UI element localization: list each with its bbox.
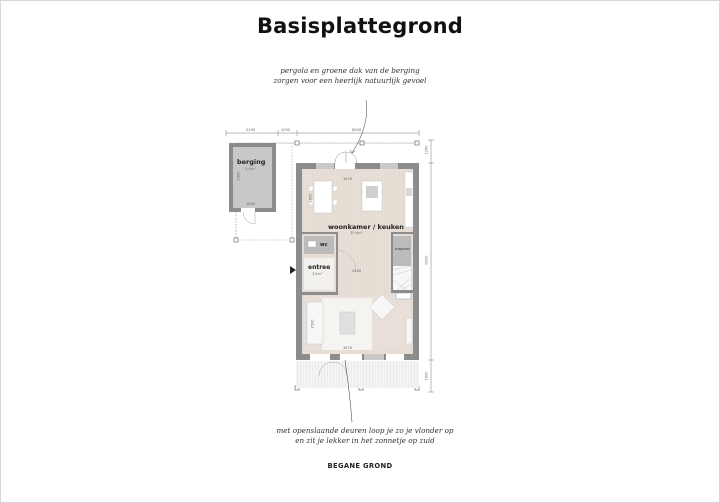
room-label-trapkast: trapkast: [395, 247, 410, 251]
dimension-label: 1500: [424, 371, 429, 381]
room-label-wc: wc: [320, 242, 328, 248]
room-area-entree: 3,6m²: [312, 272, 323, 276]
dimension-label: 2400: [352, 269, 362, 273]
room-area-woonkamer: 39,6m²: [350, 231, 363, 235]
stairs: [393, 236, 411, 290]
page-title: Basisplattegrond: [256, 14, 464, 38]
dimension-label: 1250: [424, 145, 429, 155]
dimension-label: 3470: [343, 346, 353, 350]
dimension-label: 1800: [246, 202, 256, 206]
dimension-label: 2500: [236, 171, 241, 181]
dimension-label: 1050: [281, 128, 291, 132]
dimension-label: 2500: [308, 193, 313, 203]
living-furniture: [304, 293, 412, 350]
dimension-label: 6000: [352, 128, 362, 132]
entrance-marker: [290, 266, 296, 274]
dimension-right: [428, 140, 434, 392]
arrow-top: [352, 100, 367, 153]
annotation-line: zorgen voor een heerlijk natuurlijk gevoel: [273, 76, 427, 85]
floor-label: BEGANE GROND: [327, 462, 393, 470]
annotation-line: met openslaande deuren loop je zo je vlonder op: [276, 426, 454, 435]
room-label-entree: entree: [308, 264, 331, 271]
room-label-berging: berging: [237, 158, 266, 166]
annotation-line: pergola en groene dak van de berging: [280, 66, 420, 75]
room-area-berging: 5,4m²: [245, 167, 256, 171]
annotation-line: en zit je lekker in het zonnetje op zuid: [295, 436, 435, 445]
annotation-doors: [270, 426, 460, 446]
dimension-label: 2290: [246, 128, 256, 132]
dimension-label: 6000: [424, 255, 429, 265]
wc-room: [304, 236, 334, 254]
dimension-label: 2500: [310, 319, 315, 329]
garden-door-top: [335, 152, 357, 163]
dimension-label: 3470: [343, 177, 353, 181]
berging-shed: [229, 143, 276, 224]
room-label-woonkamer: woonkamer / keuken: [328, 223, 404, 231]
deck-terrace: [296, 361, 419, 388]
